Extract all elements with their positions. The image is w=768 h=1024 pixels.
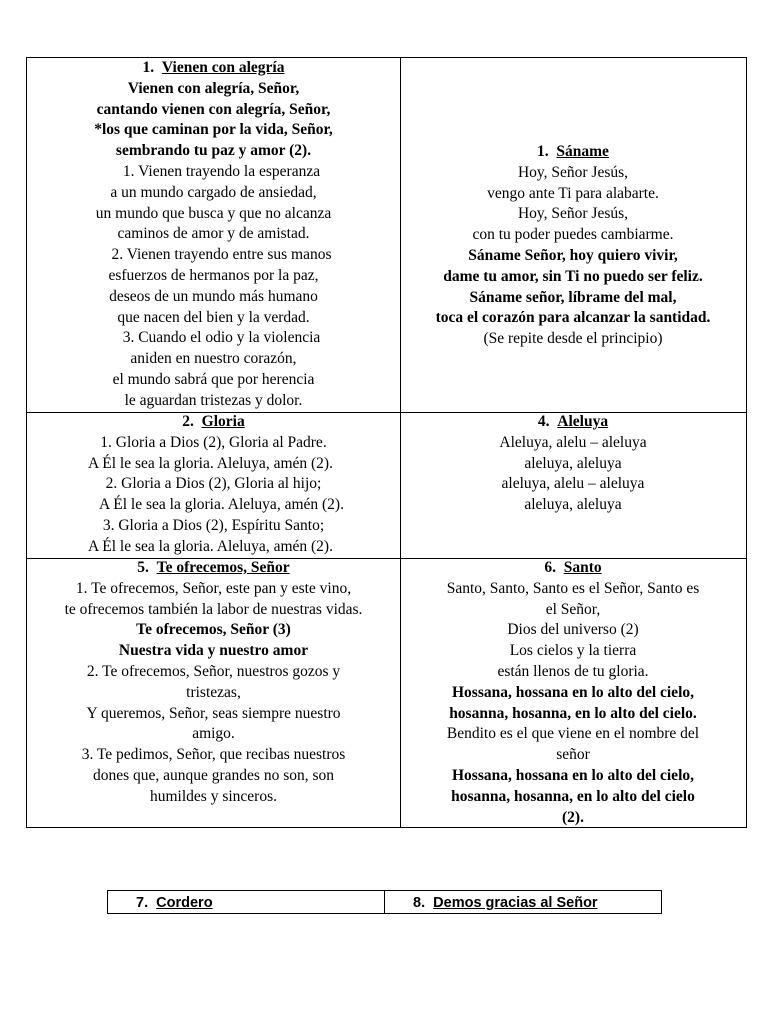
verse-line: que nacen del bien y la verdad.: [117, 308, 310, 326]
verse-line: aleluya, aleluya: [524, 454, 622, 472]
song-number: 7.: [136, 895, 149, 911]
song-title-text: Cordero: [156, 895, 213, 911]
chorus-line: sembrando tu paz y amor (2).: [115, 142, 312, 160]
verse-line: deseos de un mundo más humano: [109, 287, 318, 305]
song-number: 1.: [537, 143, 549, 161]
chorus-line: Te ofrecemos, Señor (3): [136, 621, 291, 639]
verse-line: el mundo sabrá que por herencia: [112, 370, 315, 388]
chorus-line: Vienen con alegría, Señor,: [127, 79, 300, 97]
verse-line: aleluya, aleluya: [524, 496, 622, 514]
verse-line: caminos de amor y de amistad.: [117, 225, 310, 243]
chorus-line: cantando vienen con alegría, Señor,: [96, 100, 331, 118]
song-number: 1.: [142, 59, 155, 76]
verse-line: están llenos de tu gloria.: [497, 662, 649, 680]
verse-line: Los cielos y la tierra: [509, 642, 637, 660]
song-demos-gracias-heading: [413, 891, 598, 913]
chorus-line: Sáname señor, líbrame del mal,: [469, 288, 677, 306]
song-title: [27, 558, 400, 579]
verse-line: Y queremos, Señor, seas siempre nuestro: [86, 704, 341, 722]
song-number: 4.: [537, 413, 550, 430]
song-title-text: Vienen con alegría: [161, 59, 285, 76]
chorus-line: dame tu amor, sin Ti no puedo ser feliz.: [443, 267, 703, 285]
verse-line: aniden en nuestro corazón,: [130, 350, 297, 368]
verse-line: A Él le sea la gloria. Aleluya, amén (2).: [88, 454, 333, 472]
chorus-line: Nuestra vida y nuestro amor: [118, 642, 309, 660]
chorus-line: Hossana, hossana en lo alto del cielo,: [452, 766, 694, 784]
verse-line: 2. Te ofrecemos, Señor, nuestros gozos y: [86, 662, 341, 680]
verse-line: vengo ante Ti para alabarte.: [487, 184, 659, 202]
verse-line: Hoy, Señor Jesús,: [517, 163, 629, 181]
chorus-line: Hossana, hossana en lo alto del cielo,: [452, 683, 694, 701]
verse-line: A Él le sea la gloria. Aleluya, amén (2).: [99, 496, 344, 514]
song-number: 5.: [137, 559, 149, 576]
song-title-text: Sáname: [556, 143, 609, 161]
verse-line: 3. Cuando el odio y la violencia: [122, 329, 321, 347]
song-number: 8.: [413, 895, 426, 911]
verse-line: señor: [556, 746, 590, 764]
chorus-line: hosanna, hosanna, en lo alto del cielo.: [449, 704, 697, 722]
verse-line: dones que, aunque grandes no son, son: [92, 766, 335, 784]
verse-line: 1. Te ofrecemos, Señor, este pan y este vino,: [75, 579, 352, 597]
verse-line: tristezas,: [186, 683, 241, 701]
song-saname: [400, 58, 746, 412]
song-te-ofrecemos: [27, 558, 400, 827]
song-gloria: [27, 412, 400, 558]
verse-line: A Él le sea la gloria. Aleluya, amén (2).: [88, 537, 333, 555]
verse-line: Aleluya, alelu – aleluya: [499, 433, 647, 451]
song-vienen-con-alegria: [27, 58, 400, 412]
song-title: [27, 412, 400, 433]
song-title: [27, 58, 400, 79]
repeat-note: (Se repite desde el principio): [483, 330, 663, 348]
chorus-line: (2).: [562, 808, 584, 826]
chorus-line: *los que caminan por la vida, Señor,: [94, 121, 333, 139]
verse-line: 1. Gloria a Dios (2), Gloria al Padre.: [100, 433, 327, 451]
verse-line: 2. Vienen trayendo entre sus manos: [111, 246, 332, 264]
song-number: 6.: [544, 559, 556, 576]
song-title-text: Aleluya: [557, 413, 609, 430]
verse-line: el Señor,: [545, 600, 601, 618]
verse-line: 2. Gloria a Dios (2), Gloria al hijo;: [105, 475, 322, 493]
song-number: 2.: [182, 413, 194, 430]
song-title-text: Gloria: [201, 413, 245, 430]
next-songs-table: [107, 890, 662, 914]
verse-line: te ofrecemos también la labor de nuestras vidas.: [64, 600, 363, 618]
chorus-line: hosanna, hosanna, en lo alto del cielo: [451, 787, 695, 805]
verse-line: 3. Gloria a Dios (2), Espíritu Santo;: [102, 516, 325, 534]
song-santo: [400, 558, 746, 827]
chorus-line: toca el corazón para alcanzar la santidad.: [435, 309, 711, 327]
verse-line: amigo.: [192, 725, 235, 743]
verse-line: Dios del universo (2): [507, 621, 639, 639]
song-title-text: Santo: [563, 559, 602, 576]
song-title-text: Te ofrecemos, Señor: [156, 559, 290, 576]
verse-line: Santo, Santo, Santo es el Señor, Santo es: [446, 579, 700, 597]
chorus-line: Sáname Señor, hoy quiero vivir,: [468, 247, 678, 264]
column-divider: [384, 891, 385, 913]
verse-line: 3. Te pedimos, Señor, que recibas nuestros: [81, 746, 346, 764]
song-aleluya: [400, 412, 746, 558]
verse-line: esfuerzos de hermanos por la paz,: [108, 266, 319, 284]
verse-line: con tu poder puedes cambiarme.: [472, 226, 674, 244]
verse-line: Bendito es el que viene en el nombre del: [446, 725, 700, 743]
verse-line: le aguardan tristezas y dolor.: [124, 391, 303, 409]
songs-table: [26, 57, 747, 828]
song-title: [400, 142, 746, 163]
verse-line: Hoy, Señor Jesús,: [517, 205, 629, 223]
song-title: [400, 558, 746, 579]
verse-line: 1. Vienen trayendo la esperanza: [122, 162, 321, 180]
verse-line: a un mundo cargado de ansiedad,: [110, 183, 317, 201]
song-title: [400, 412, 746, 433]
song-cordero-heading: [136, 891, 213, 913]
verse-line: un mundo que busca y que no alcanza: [95, 204, 332, 222]
verse-line: aleluya, alelu – aleluya: [501, 475, 645, 493]
verse-line: humildes y sinceros.: [150, 787, 277, 805]
song-title-text: Demos gracias al Señor: [433, 895, 598, 911]
